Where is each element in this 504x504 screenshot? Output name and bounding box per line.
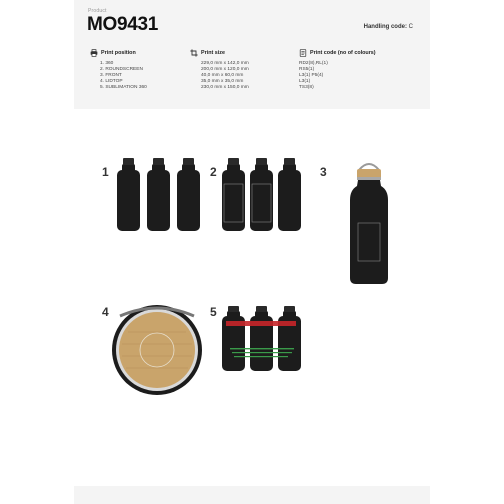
list-item: 229,0 mm x 142,0 mm — [201, 61, 249, 66]
bottle-front-image — [344, 160, 394, 286]
list-item: RS5(1) — [299, 67, 315, 73]
document-icon — [299, 49, 307, 57]
bottles-sublimation-image — [220, 304, 304, 372]
print-size-title-text: Print size — [201, 50, 225, 56]
list-item: TS3(8) — [299, 85, 314, 91]
image-number-1: 1 — [102, 165, 109, 179]
handling-code-label: Handling code: — [363, 24, 407, 30]
product-code: MO9431 — [87, 14, 159, 35]
list-item: 2. ROUNDSCREEN — [100, 67, 143, 73]
bottles-roundscreen-image — [220, 156, 304, 232]
image-number-4: 4 — [102, 305, 109, 319]
print-code-list — [299, 61, 376, 91]
list-item: 3. FRONT — [100, 73, 122, 79]
list-item: 4. LIDTOP — [100, 79, 123, 85]
list-item: L3(1) P5(4) — [299, 73, 324, 79]
print-position-title-text: Print position — [101, 50, 136, 56]
list-item: 5. SUBLIMATION 360 — [100, 85, 147, 91]
image-number-3: 3 — [320, 165, 327, 179]
print-code-title-text: Print code (no of colours) — [310, 50, 376, 56]
image-number-2: 2 — [210, 165, 217, 179]
header — [74, 0, 430, 109]
crop-icon — [190, 49, 198, 57]
list-item: RD2(8),RL(1) — [299, 61, 328, 66]
image-number-5: 5 — [210, 305, 217, 319]
lid-top-image — [110, 302, 204, 396]
handling-code-value: C — [408, 24, 413, 30]
printer-icon — [90, 49, 98, 57]
print-size-title — [190, 48, 249, 58]
list-item: 40,0 mm x 60,0 mm — [201, 73, 244, 79]
list-item: L3(1) — [299, 79, 311, 85]
list-item: 200,0 mm x 120,0 mm — [201, 67, 249, 73]
print-code-title — [299, 48, 376, 58]
handling-code — [364, 24, 413, 30]
print-position-list — [90, 61, 147, 91]
print-size-list — [190, 61, 249, 91]
print-code-column — [299, 48, 376, 91]
footer — [74, 486, 430, 504]
list-item: 1. 360 — [100, 61, 114, 66]
print-size-column — [190, 48, 249, 91]
product-sheet — [74, 0, 430, 504]
list-item: 230,0 mm x 150,0 mm — [201, 85, 249, 91]
bottles-360-image — [114, 156, 204, 232]
product-label: Product — [88, 8, 107, 14]
list-item: 35,0 mm x 35,0 mm — [201, 79, 244, 85]
print-position-column — [90, 48, 147, 91]
print-position-title — [90, 48, 147, 58]
